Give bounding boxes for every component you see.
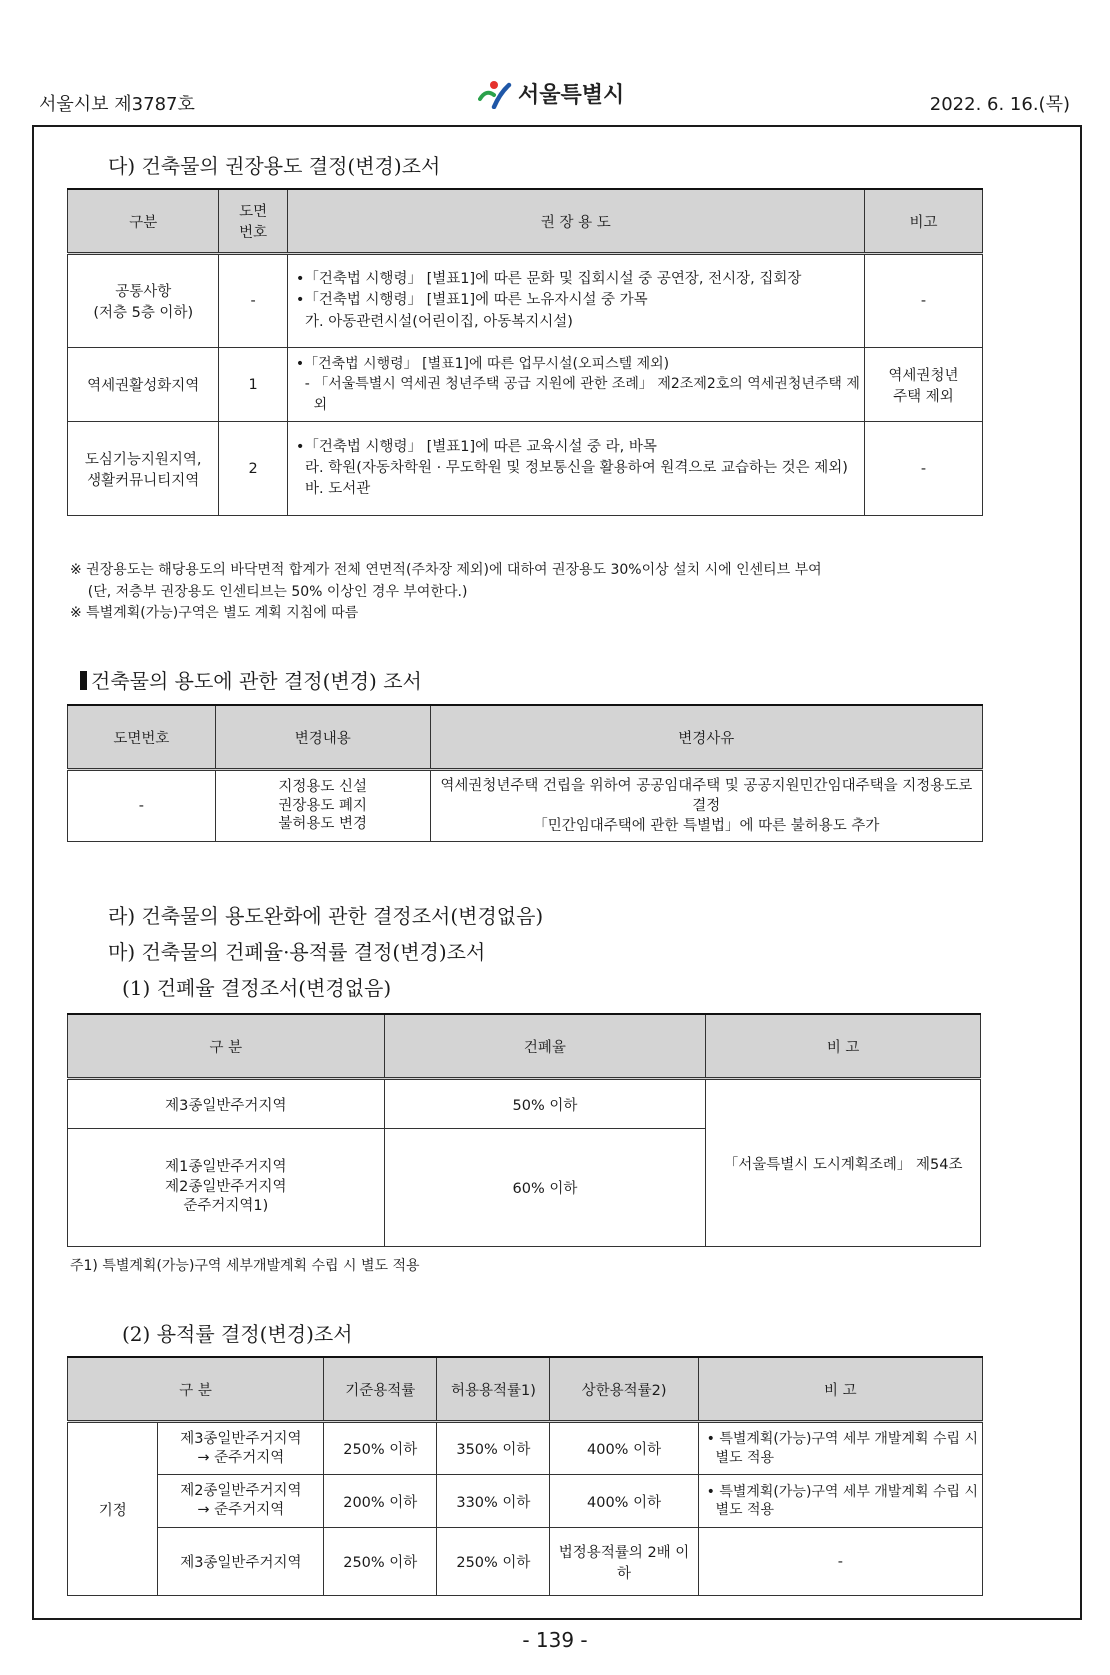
row-zone: 제3종일반주거지역 → 준주거지역: [158, 1422, 324, 1475]
row-base: 250% 이하: [324, 1422, 437, 1475]
row-remark: • 특별계획(가능)구역 세부 개발계획 수립 시 별도 적용: [698, 1475, 982, 1528]
col-header-zone: 구 분: [68, 1357, 324, 1422]
section-da-notes: [70, 560, 1030, 625]
row-zone: 제2종일반주거지역 → 준주거지역: [158, 1475, 324, 1528]
section-da-title: 다) 건축물의 권장용도 결정(변경)조서: [108, 154, 441, 178]
use-line: 가. 아동관련시설(어린이집, 아동복지시설): [295, 313, 573, 330]
use-line: 바. 도서관: [295, 481, 371, 497]
col-header-remark: 비 고: [706, 1014, 981, 1079]
table-row: [68, 770, 983, 842]
recommended-use-table: [67, 188, 983, 516]
row-number: 2: [219, 422, 287, 516]
row-upper: 400% 이하: [550, 1422, 698, 1475]
coverage-table: [67, 1013, 981, 1247]
col-header-reason: 변경사유: [430, 705, 982, 770]
section-ra-title: 라) 건축물의 용도완화에 관한 결정조서(변경없음): [108, 904, 544, 928]
row-reason: 역세권청년주택 건립을 위하여 공공임대주택 및 공공지원민간임대주택을 지정용도로 결정 「민간임대주택에 관한 특별법」에 따른 불허용도 추가: [430, 770, 982, 842]
row-allow: 330% 이하: [437, 1475, 550, 1528]
row-category: 역세권활성화지역: [68, 348, 219, 422]
table-row: [68, 1475, 983, 1528]
section-use-title-text: 건축물의 용도에 관한 결정(변경) 조서: [91, 669, 422, 693]
row-remark: 역세권청년 주택 제외: [864, 348, 982, 422]
row-ratio: 50% 이하: [384, 1079, 706, 1129]
far-table: [67, 1356, 983, 1596]
coverage-remark: 「서울특별시 도시계획조례」 제54조: [706, 1079, 981, 1247]
row-zone: 제1종일반주거지역 제2종일반주거지역 준주거지역1): [68, 1129, 385, 1247]
row-number: 1: [219, 348, 287, 422]
use-line: 라. 학원(자동차학원 · 무도학원 및 정보통신을 활용하여 원격으로 교습하는 것은 제외): [295, 459, 848, 476]
row-use: [287, 348, 864, 422]
row-allow: 250% 이하: [437, 1528, 550, 1596]
table-row: [68, 1528, 983, 1596]
section-ma-title: 마) 건축물의 건폐율·용적률 결정(변경)조서: [108, 940, 486, 964]
square-bullet-icon: [80, 671, 87, 690]
note-line: ※ 권장용도는 해당용도의 바닥면적 합계가 전체 연면적(주차장 제외)에 대하여 권장용도 30%이상 설치 시에 인센티브 부여: [70, 562, 822, 578]
coverage-subtitle: (1) 건폐율 결정조서(변경없음): [122, 976, 392, 1000]
logo-text: 서울특별시: [518, 83, 625, 108]
table-row: [68, 1079, 981, 1129]
use-line: 외: [295, 396, 328, 413]
row-base: 250% 이하: [324, 1528, 437, 1596]
col-header-category: 구분: [68, 189, 219, 254]
use-change-table: [67, 704, 983, 842]
row-allow: 350% 이하: [437, 1422, 550, 1475]
row-ratio: 60% 이하: [384, 1129, 706, 1247]
use-line: •「건축법 시행령」 [별표1]에 따른 업무시설(오피스텔 제외): [295, 356, 670, 373]
publish-date: 2022. 6. 16.(목): [929, 94, 1070, 115]
row-remark: -: [698, 1528, 982, 1596]
row-remark: • 특별계획(가능)구역 세부 개발계획 수립 시 별도 적용: [698, 1422, 982, 1475]
use-line: •「건축법 시행령」 [별표1]에 따른 노유자시설 중 가목: [295, 292, 648, 309]
note-line: (단, 저층부 권장용도 인센티브는 50% 이상인 경우 부여한다.): [70, 583, 468, 600]
row-changes: 지정용도 신설 권장용도 폐지 불허용도 변경: [215, 770, 430, 842]
row-remark: -: [864, 254, 982, 348]
section-use-title: [80, 665, 422, 694]
col-header-base-far: 기준용적률: [324, 1357, 437, 1422]
far-subtitle: (2) 용적률 결정(변경)조서: [122, 1322, 353, 1346]
col-header-use: 권 장 용 도: [287, 189, 864, 254]
bulletin-issue: 서울시보 제3787호: [39, 94, 195, 115]
use-line: - 「서울특별시 역세권 청년주택 공급 지원에 관한 조례」 제2조제2호의 역세권청년주택 제: [295, 376, 860, 393]
col-header-number: 도면번호: [68, 705, 216, 770]
row-use: [287, 254, 864, 348]
use-line: •「건축법 시행령」 [별표1]에 따른 교육시설 중 라, 바목: [295, 438, 657, 455]
col-header-upper-far: 상한용적률2): [550, 1357, 698, 1422]
group-label: 기정: [68, 1422, 158, 1596]
row-use: [287, 422, 864, 516]
row-upper: 400% 이하: [550, 1475, 698, 1528]
table-row: [68, 348, 983, 422]
col-header-number: 도면 번호: [219, 189, 287, 254]
use-line: •「건축법 시행령」 [별표1]에 따른 문화 및 집회시설 중 공연장, 전시장, 집회장: [295, 271, 802, 288]
col-header-change: 변경내용: [215, 705, 430, 770]
row-category: 도심기능지원지역, 생활커뮤니티지역: [68, 422, 219, 516]
row-number: -: [219, 254, 287, 348]
page-number: - 139 -: [522, 1628, 588, 1652]
col-header-remark: 비고: [864, 189, 982, 254]
coverage-footnote: 주1) 특별계획(가능)구역 세부개발계획 수립 시 별도 적용: [70, 1258, 420, 1274]
row-upper: 법정용적률의 2배 이하: [550, 1528, 698, 1596]
row-base: 200% 이하: [324, 1475, 437, 1528]
col-header-coverage: 건폐율: [384, 1014, 706, 1079]
row-remark: -: [864, 422, 982, 516]
table-row: [68, 254, 983, 348]
col-header-allowed-far: 허용용적률1): [437, 1357, 550, 1422]
row-number: -: [68, 770, 216, 842]
col-header-remark: 비 고: [698, 1357, 982, 1422]
row-category: 공통사항 (저층 5층 이하): [68, 254, 219, 348]
table-row: [68, 1422, 983, 1475]
table-row: [68, 422, 983, 516]
row-zone: 제3종일반주거지역: [68, 1079, 385, 1129]
col-header-zone: 구 분: [68, 1014, 385, 1079]
row-zone: 제3종일반주거지역: [158, 1528, 324, 1596]
seoul-logo: [478, 78, 624, 109]
seoul-logo-icon: [478, 79, 512, 109]
note-line: ※ 특별계획(가능)구역은 별도 계획 지침에 따름: [70, 605, 359, 622]
